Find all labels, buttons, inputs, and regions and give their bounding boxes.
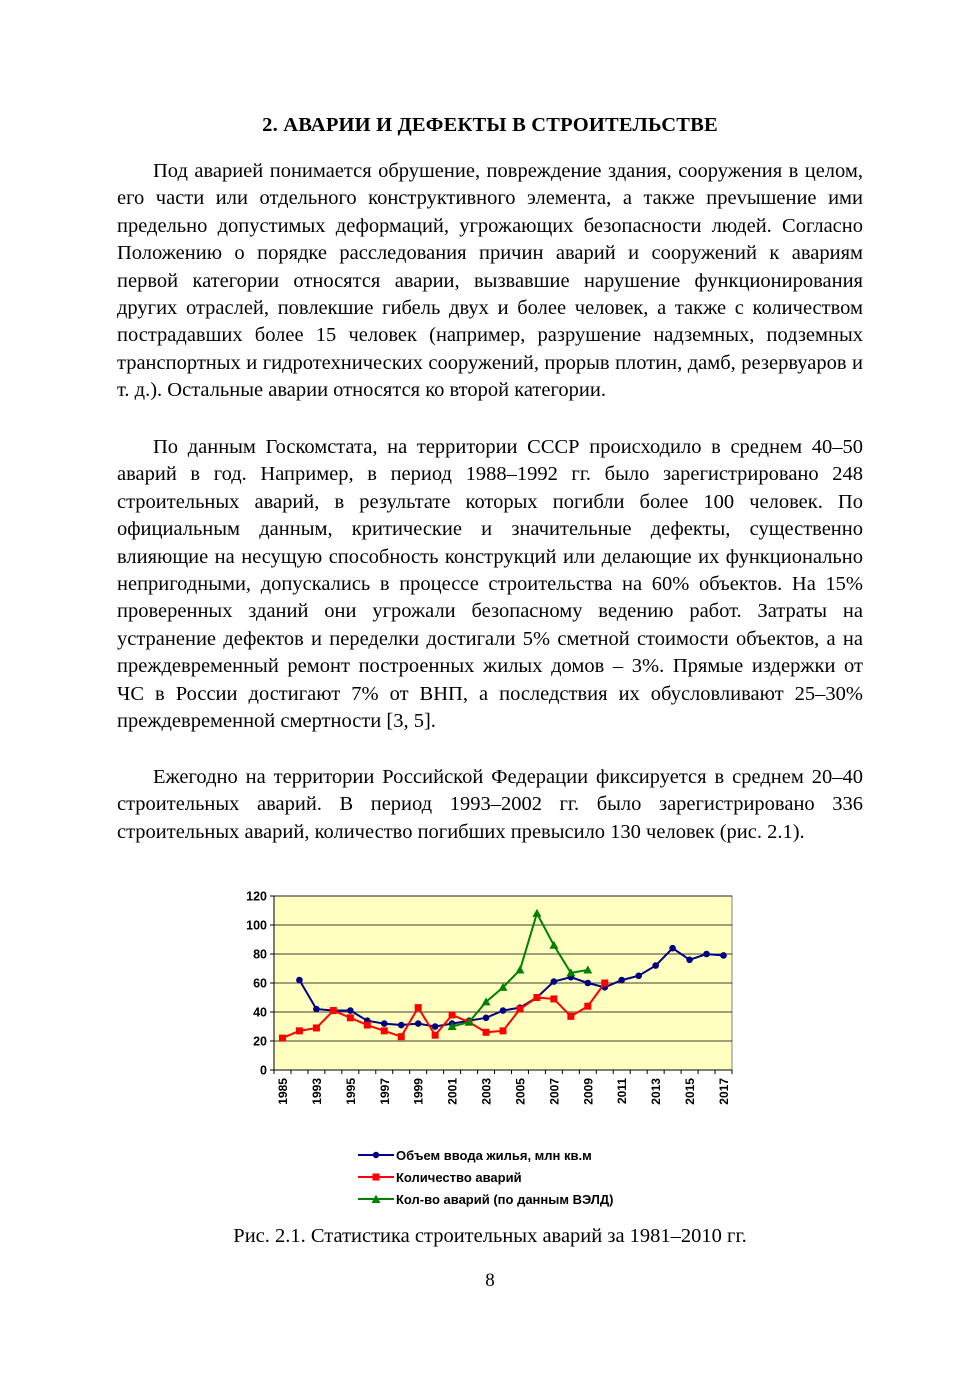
y-tick-label: 120 [246,889,267,904]
data-point [686,957,693,964]
data-point [398,1033,405,1040]
x-tick-label: 1995 [343,1078,358,1105]
legend-line-red-square-icon [358,1170,394,1184]
legend-item-veld [358,1188,613,1210]
x-tick-label: 1985 [275,1078,290,1105]
data-point [432,1032,439,1039]
x-tick-label: 1993 [309,1078,324,1105]
data-point [483,1015,490,1022]
paragraph-1: Под аварией понимается обрушение, повреждение здания, сооружения в целом, его части или отдельного конструктивного элемента, а также преvышение ими предельно допустимых деформаций, угрожающих безопасности людей. Согласно Положению о порядке расследования причин аварий и сооружений к авариям первой категории относятся аварии, вызвавшие нарушение функционирования других отраслей, повлекшие гибель двух и более человек, а также с количеством пострадавших более 15 человек (например, разрушение надземных, подземных транспортных и гидротехнических сооружений, прорыв плотин, дамб, резервуаров и т. д.). Остальные аварии относятся ко второй категории. [117,160,863,402]
y-tick-label: 100 [246,918,267,933]
data-point [432,1023,439,1030]
data-point [567,1013,574,1020]
x-tick-label: 2007 [547,1078,562,1105]
data-point [720,952,727,959]
data-point [449,1011,456,1018]
data-point [516,1006,523,1013]
data-point [500,1027,507,1034]
y-tick-label: 60 [253,976,267,991]
data-point [585,980,592,987]
y-tick-label: 20 [253,1034,267,1049]
data-point [364,1022,371,1029]
chart-svg [230,882,750,1142]
data-point [296,1027,303,1034]
section-heading: 2. АВАРИИ И ДЕФЕКТЫ В СТРОИТЕЛЬСТВЕ [262,114,718,136]
legend-line-green-triangle-icon [358,1192,394,1206]
data-point [618,977,625,984]
x-tick-label: 1999 [411,1078,426,1105]
data-point [551,978,558,985]
legend-item-accidents [358,1166,613,1188]
data-point [296,977,303,984]
data-point [584,1003,591,1010]
data-point [313,1006,320,1013]
y-tick-label: 0 [260,1063,267,1078]
data-point [381,1027,388,1034]
data-point [652,962,659,969]
data-point [398,1022,405,1029]
page-number: 8 [485,1270,495,1291]
x-tick-label: 2017 [717,1078,732,1105]
data-point [635,972,642,979]
data-point [415,1004,422,1011]
data-point [279,1035,286,1042]
paragraph-3: Ежегодно на территории Российской Федерации фиксируется в среднем 20–40 строительных аварий. В период 1993–2002 гг. было зарегистрировано 336 строительных аварий, количество погибших превысило 130 человек (рис. 2.1). [117,766,863,843]
data-point [330,1007,337,1014]
data-point [415,1020,422,1027]
data-point [347,1007,354,1014]
data-point [669,945,676,952]
data-point [483,1029,490,1036]
x-tick-label: 1997 [377,1078,392,1105]
legend-item-housing [358,1144,613,1166]
legend-label-accidents: Количество аварий [396,1169,522,1185]
legend-line-navy-circle-icon [358,1148,394,1162]
paragraph-2: По данным Госкомстата, на территории СССР происходило в среднем 40–50 аварий в год. Например, в период 1988–1992 гг. было зарегистрировано 248 строительных аварий, в результате которых погибли более 100 человек. По официальным данным, критические и значительные дефекты, существенно влияющие на несущую способность конструкций или делающие их функционально непригодными, допускались в процессе строительства на 60% объектов. На 15% проверенных зданий они угрожали безопасному ведению работ. Затраты на устранение дефектов и переделки достигали 5% сметной стоимости объектов, а на преждевременный ремонт построенных жилых домов – 3%. Прямые издержки от ЧС в России достигают 7% от ВНП, а последствия их обусловливают 25–30% преждевременной смертности [3, 5]. [117,436,863,733]
data-point [533,994,540,1001]
legend-label-veld: Кол-во аварий (по данным ВЭЛД) [396,1191,614,1207]
data-point [703,951,710,958]
x-tick-label: 2011 [615,1078,630,1105]
y-tick-label: 80 [253,947,267,962]
data-point [313,1024,320,1031]
x-tick-label: 2003 [479,1078,494,1105]
y-tick-label: 40 [253,1005,267,1020]
data-point [347,1014,354,1021]
chart-legend [358,1144,613,1210]
x-tick-label: 2009 [581,1078,596,1105]
data-point [550,995,557,1002]
data-point [381,1020,388,1027]
x-tick-label: 2001 [445,1078,460,1105]
figure-caption: Рис. 2.1. Статистика строительных аварий за 1981–2010 гг. [233,1225,747,1247]
x-tick-label: 2005 [513,1078,528,1105]
x-tick-label: 2013 [649,1078,664,1105]
data-point [601,980,608,987]
data-point [500,1007,507,1014]
legend-label-housing: Объем ввода жилья, млн кв.м [396,1147,592,1163]
x-tick-label: 2015 [683,1078,698,1105]
